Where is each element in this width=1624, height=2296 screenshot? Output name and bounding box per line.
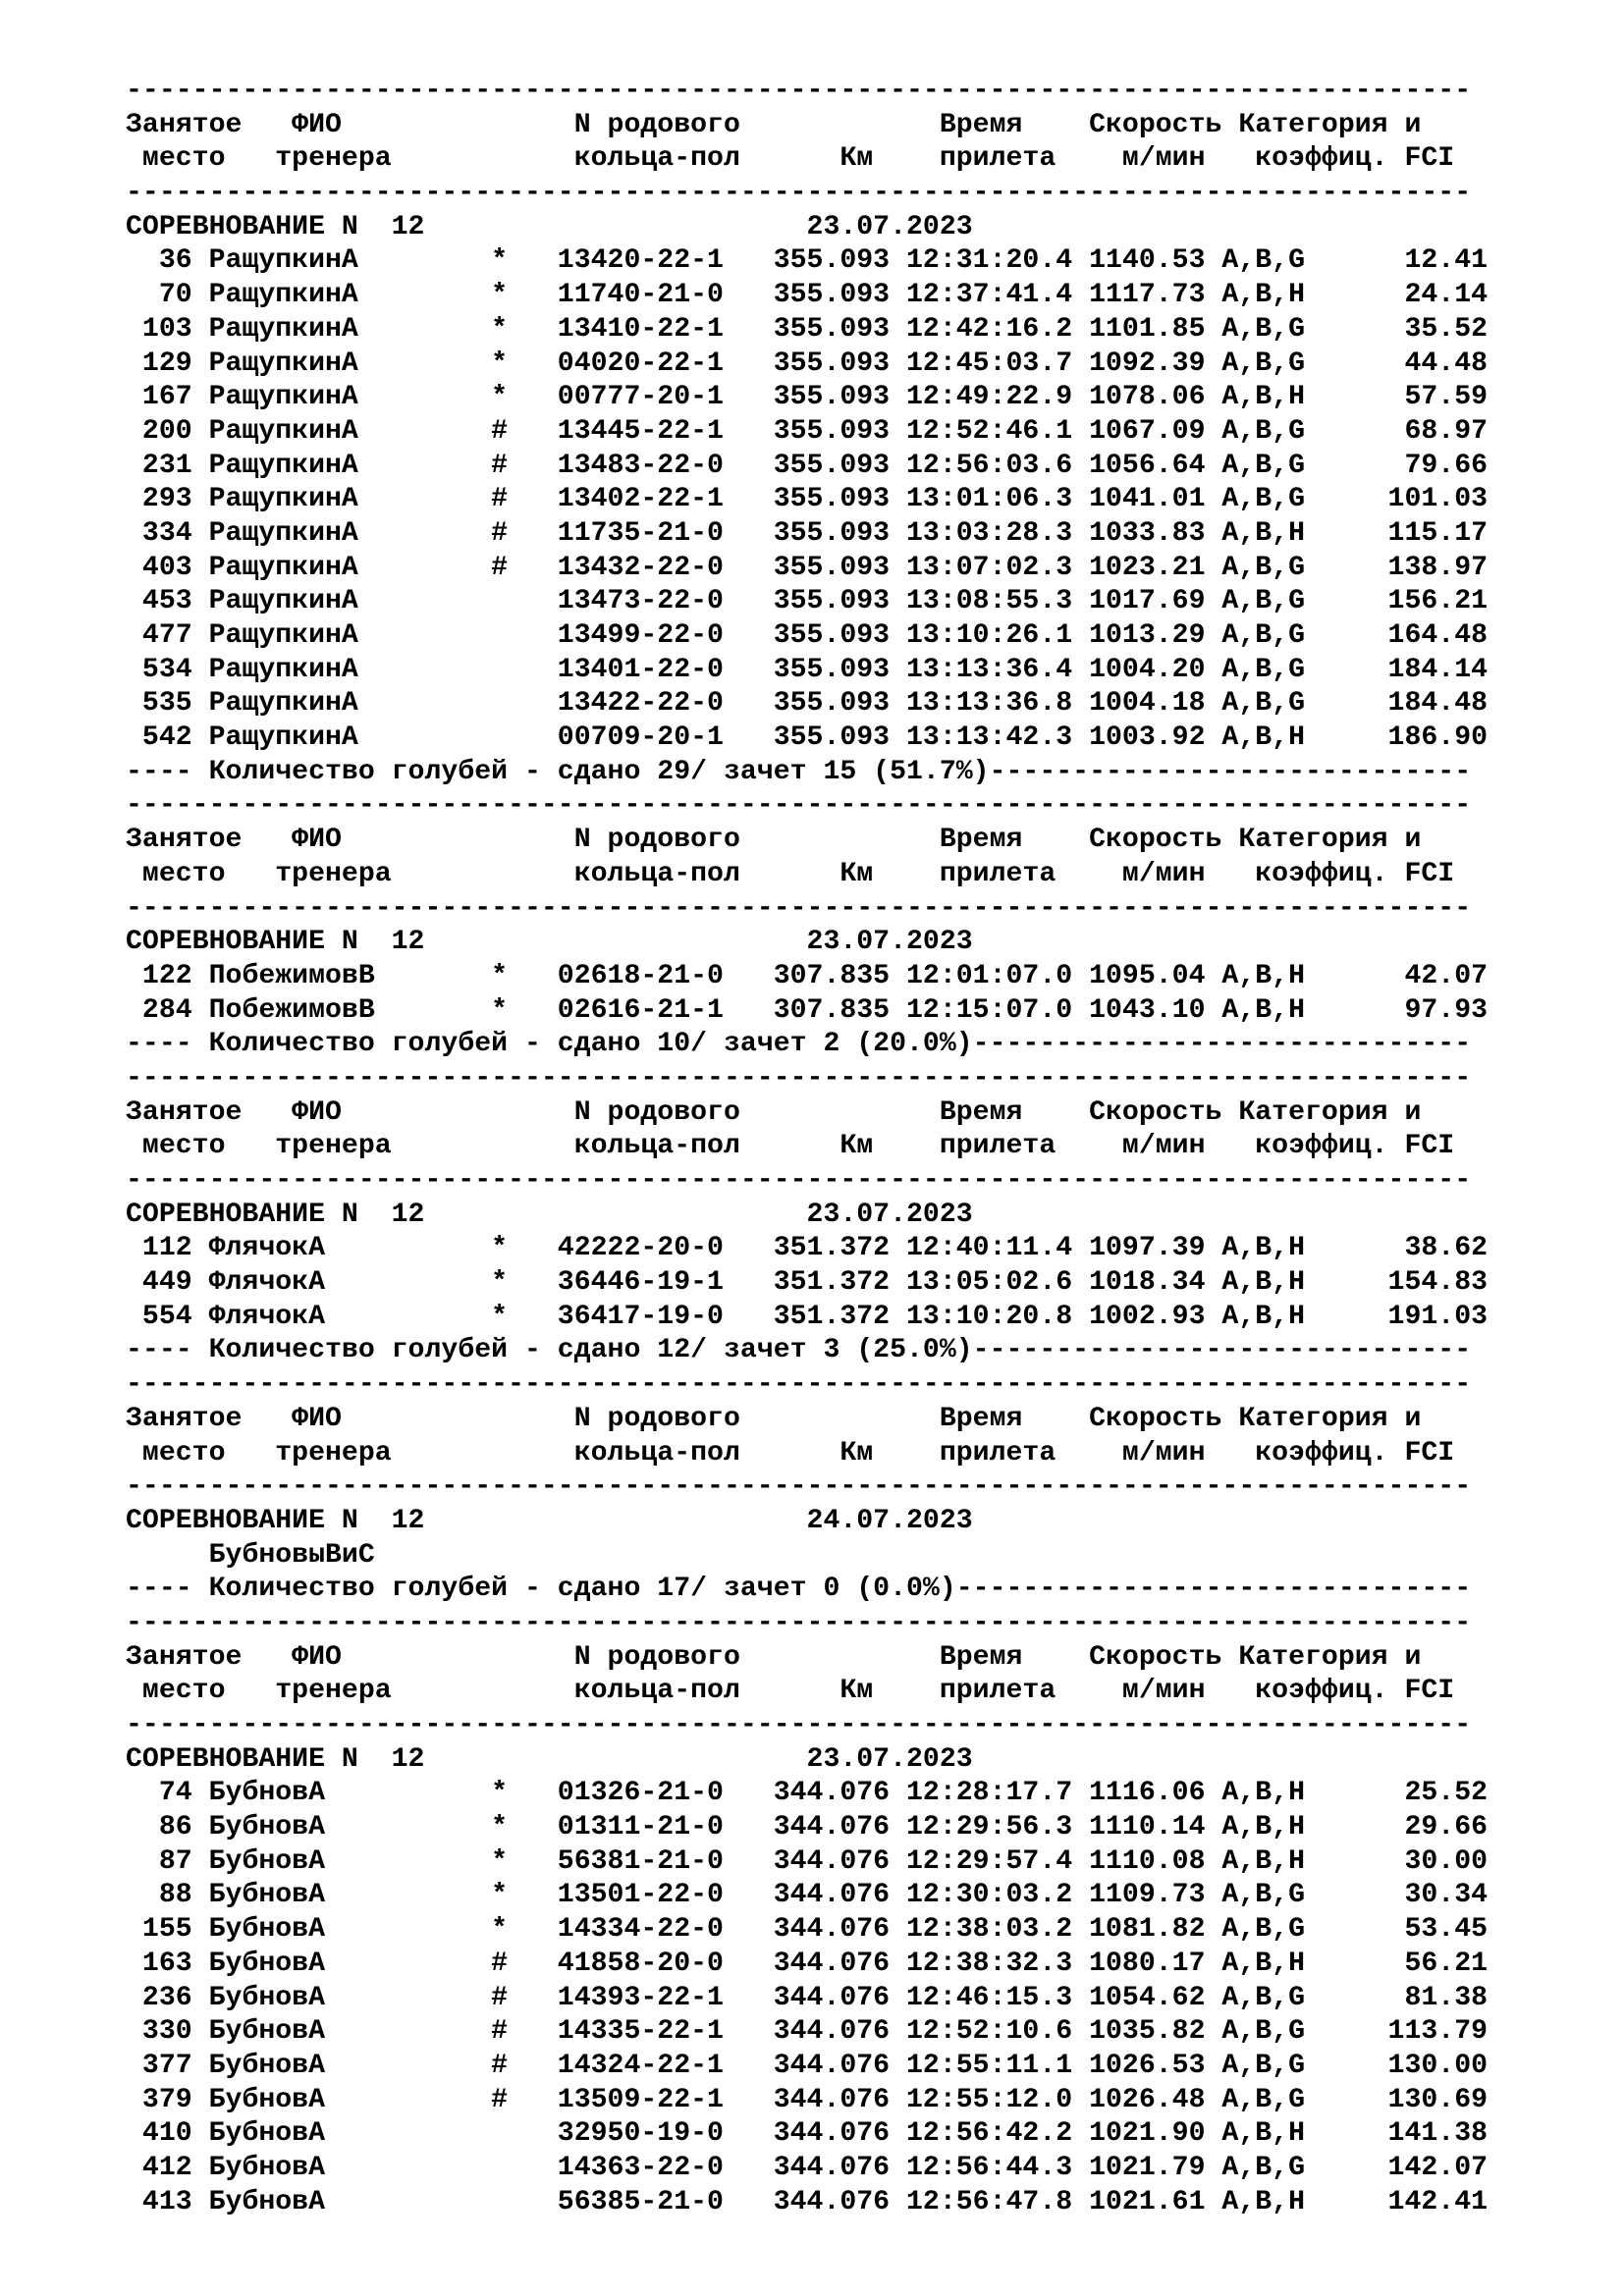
summary-line: ---- Количество голубей - сдано 12/ зачет 3 (25.0%)------------------------------ (126, 1335, 1472, 1366)
column-header-line-2: место тренера кольца-пол Км прилета м/мин коэффиц. FCI (126, 143, 1455, 175)
result-row: 112 ФлячокА * 42222-20-0 351.372 12:40:11.4 1097.39 A,B,H 38.62 (126, 1233, 1489, 1264)
result-row: 236 БубновА # 14393-22-1 344.076 12:46:15.3 1054.62 A,B,G 81.38 (126, 1982, 1489, 2013)
separator-line: --------------------------------------------------------------------------------- (126, 1165, 1472, 1196)
column-header-line-1: Занятое ФИО N родового Время Скорость Категория и (126, 1641, 1422, 1673)
result-row: 534 РащупкинА 13401-22-0 355.093 13:13:36.4 1004.20 A,B,G 184.14 (126, 654, 1489, 685)
result-section (126, 75, 1598, 789)
separator-line: --------------------------------------------------------------------------------- (126, 790, 1472, 822)
separator-line: --------------------------------------------------------------------------------- (126, 1710, 1472, 1740)
result-row: 284 ПобежимовВ * 02616-21-1 307.835 12:15:07.0 1043.10 A,B,H 97.93 (126, 994, 1489, 1026)
result-row: 542 РащупкинА 00709-20-1 355.093 13:13:42.3 1003.92 A,B,H 186.90 (126, 722, 1489, 754)
competition-line: СОРЕВНОВАНИЕ N 12 23.07.2023 (126, 1199, 973, 1230)
separator-line: --------------------------------------------------------------------------------- (126, 892, 1472, 924)
result-row: 453 РащупкинА 13473-22-0 355.093 13:08:55.3 1017.69 A,B,G 156.21 (126, 586, 1489, 617)
result-row: 231 РащупкинА # 13483-22-0 355.093 12:56:03.6 1056.64 A,B,G 79.66 (126, 450, 1489, 481)
result-row: 477 РащупкинА 13499-22-0 355.093 13:10:26.1 1013.29 A,B,G 164.48 (126, 620, 1489, 651)
column-header-line-1: Занятое ФИО N родового Время Скорость Категория и (126, 109, 1422, 140)
column-header-line-2: место тренера кольца-пол Км прилета м/мин коэффиц. FCI (126, 1437, 1455, 1468)
competition-line: СОРЕВНОВАНИЕ N 12 23.07.2023 (126, 927, 973, 958)
summary-line: ---- Количество голубей - сдано 10/ зачет 2 (20.0%)------------------------------ (126, 1029, 1472, 1060)
result-row: 36 РащупкинА * 13420-22-1 355.093 12:31:20.4 1140.53 A,B,G 12.41 (126, 245, 1489, 277)
result-row: 74 БубновА * 01326-21-0 344.076 12:28:17.7 1116.06 A,B,H 25.52 (126, 1778, 1489, 1809)
column-header-line-2: место тренера кольца-пол Км прилета м/мин коэффиц. FCI (126, 858, 1455, 889)
result-row: 155 БубновА * 14334-22-0 344.076 12:38:03.2 1081.82 A,B,G 53.45 (126, 1914, 1489, 1946)
result-row: 330 БубновА # 14335-22-1 344.076 12:52:10.6 1035.82 A,B,G 113.79 (126, 2016, 1489, 2048)
result-row: 377 БубновА # 14324-22-1 344.076 12:55:11.1 1026.53 A,B,G 130.00 (126, 2050, 1489, 2081)
result-row: 70 РащупкинА * 11740-21-0 355.093 12:37:41.4 1117.73 A,B,H 24.14 (126, 280, 1489, 311)
competition-line: СОРЕВНОВАНИЕ N 12 23.07.2023 (126, 1743, 973, 1775)
result-row: 410 БубновА 32950-19-0 344.076 12:56:42.2 1021.90 A,B,H 141.38 (126, 2118, 1489, 2150)
result-row: 129 РащупкинА * 04020-22-1 355.093 12:45:03.7 1092.39 A,B,G 44.48 (126, 347, 1489, 379)
separator-line: --------------------------------------------------------------------------------- (126, 1062, 1472, 1094)
result-row: 293 РащупкинА # 13402-22-1 355.093 13:01:06.3 1041.01 A,B,G 101.03 (126, 484, 1489, 515)
summary-line: ---- Количество голубей - сдано 17/ зачет 0 (0.0%)------------------------------- (126, 1574, 1472, 1605)
separator-line: --------------------------------------------------------------------------------- (126, 1369, 1472, 1401)
result-row: 379 БубновА # 13509-22-1 344.076 12:55:12.0 1026.48 A,B,G 130.69 (126, 2084, 1489, 2115)
result-row: 167 РащупкинА * 00777-20-1 355.093 12:49:22.9 1078.06 A,B,H 57.59 (126, 382, 1489, 413)
column-header-line-2: место тренера кольца-пол Км прилета м/мин коэффиц. FCI (126, 1676, 1455, 1707)
result-row: 87 БубновА * 56381-21-0 344.076 12:29:57.4 1110.08 A,B,H 30.00 (126, 1845, 1489, 1877)
result-row: 554 ФлячокА * 36417-19-0 351.372 13:10:20.8 1002.93 A,B,H 191.03 (126, 1301, 1489, 1332)
separator-line: --------------------------------------------------------------------------------- (126, 76, 1472, 106)
separator-line: --------------------------------------------------------------------------------- (126, 178, 1472, 209)
separator-line: --------------------------------------------------------------------------------- (126, 1607, 1472, 1638)
column-header-line-1: Занятое ФИО N родового Время Скорость Категория и (126, 1403, 1422, 1434)
result-section (126, 1062, 1598, 1368)
separator-line: --------------------------------------------------------------------------------- (126, 1471, 1472, 1503)
result-row: 449 ФлячокА * 36446-19-1 351.372 13:05:02.6 1018.34 A,B,H 154.83 (126, 1267, 1489, 1299)
result-row: 122 ПобежимовВ * 02618-21-0 307.835 12:01:07.0 1095.04 A,B,H 42.07 (126, 960, 1489, 991)
result-row: 412 БубновА 14363-22-0 344.076 12:56:44.3 1021.79 A,B,G 142.07 (126, 2152, 1489, 2183)
result-row: 334 РащупкинА # 11735-21-0 355.093 13:03:28.3 1033.83 A,B,H 115.17 (126, 517, 1489, 549)
column-header-line-1: Занятое ФИО N родового Время Скорость Категория и (126, 1096, 1422, 1128)
result-section (126, 1368, 1598, 1607)
result-row: 403 РащупкинА # 13432-22-0 355.093 13:07:02.3 1023.21 A,B,G 138.97 (126, 552, 1489, 583)
competition-line: СОРЕВНОВАНИЕ N 12 23.07.2023 (126, 211, 973, 242)
summary-line: ---- Количество голубей - сдано 29/ зачет 15 (51.7%)----------------------------- (126, 756, 1472, 787)
result-section (126, 789, 1598, 1062)
result-row: 86 БубновА * 01311-21-0 344.076 12:29:56.3 1110.14 A,B,H 29.66 (126, 1812, 1489, 1843)
result-row: 163 БубновА # 41858-20-0 344.076 12:38:32.3 1080.17 A,B,H 56.21 (126, 1948, 1489, 1979)
result-row: 88 БубновА * 13501-22-0 344.076 12:30:03.2 1109.73 A,B,G 30.34 (126, 1880, 1489, 1911)
result-row: 535 РащупкинА 13422-22-0 355.093 13:13:36.8 1004.18 A,B,G 184.48 (126, 688, 1489, 720)
column-header-line-1: Занятое ФИО N родового Время Скорость Категория и (126, 825, 1422, 856)
result-row: 413 БубновА 56385-21-0 344.076 12:56:47.8 1021.61 A,B,H 142.41 (126, 2186, 1489, 2217)
result-row: 103 РащупкинА * 13410-22-1 355.093 12:42:16.2 1101.85 A,B,G 35.52 (126, 313, 1489, 345)
results-document (126, 75, 1598, 2219)
result-row: 200 РащупкинА # 13445-22-1 355.093 12:52:46.1 1067.09 A,B,G 68.97 (126, 415, 1489, 447)
column-header-line-2: место тренера кольца-пол Км прилета м/мин коэффиц. FCI (126, 1131, 1455, 1162)
competition-line: СОРЕВНОВАНИЕ N 12 24.07.2023 (126, 1505, 973, 1536)
result-section (126, 1607, 1598, 2219)
result-row: БубновыВиС (126, 1539, 375, 1571)
